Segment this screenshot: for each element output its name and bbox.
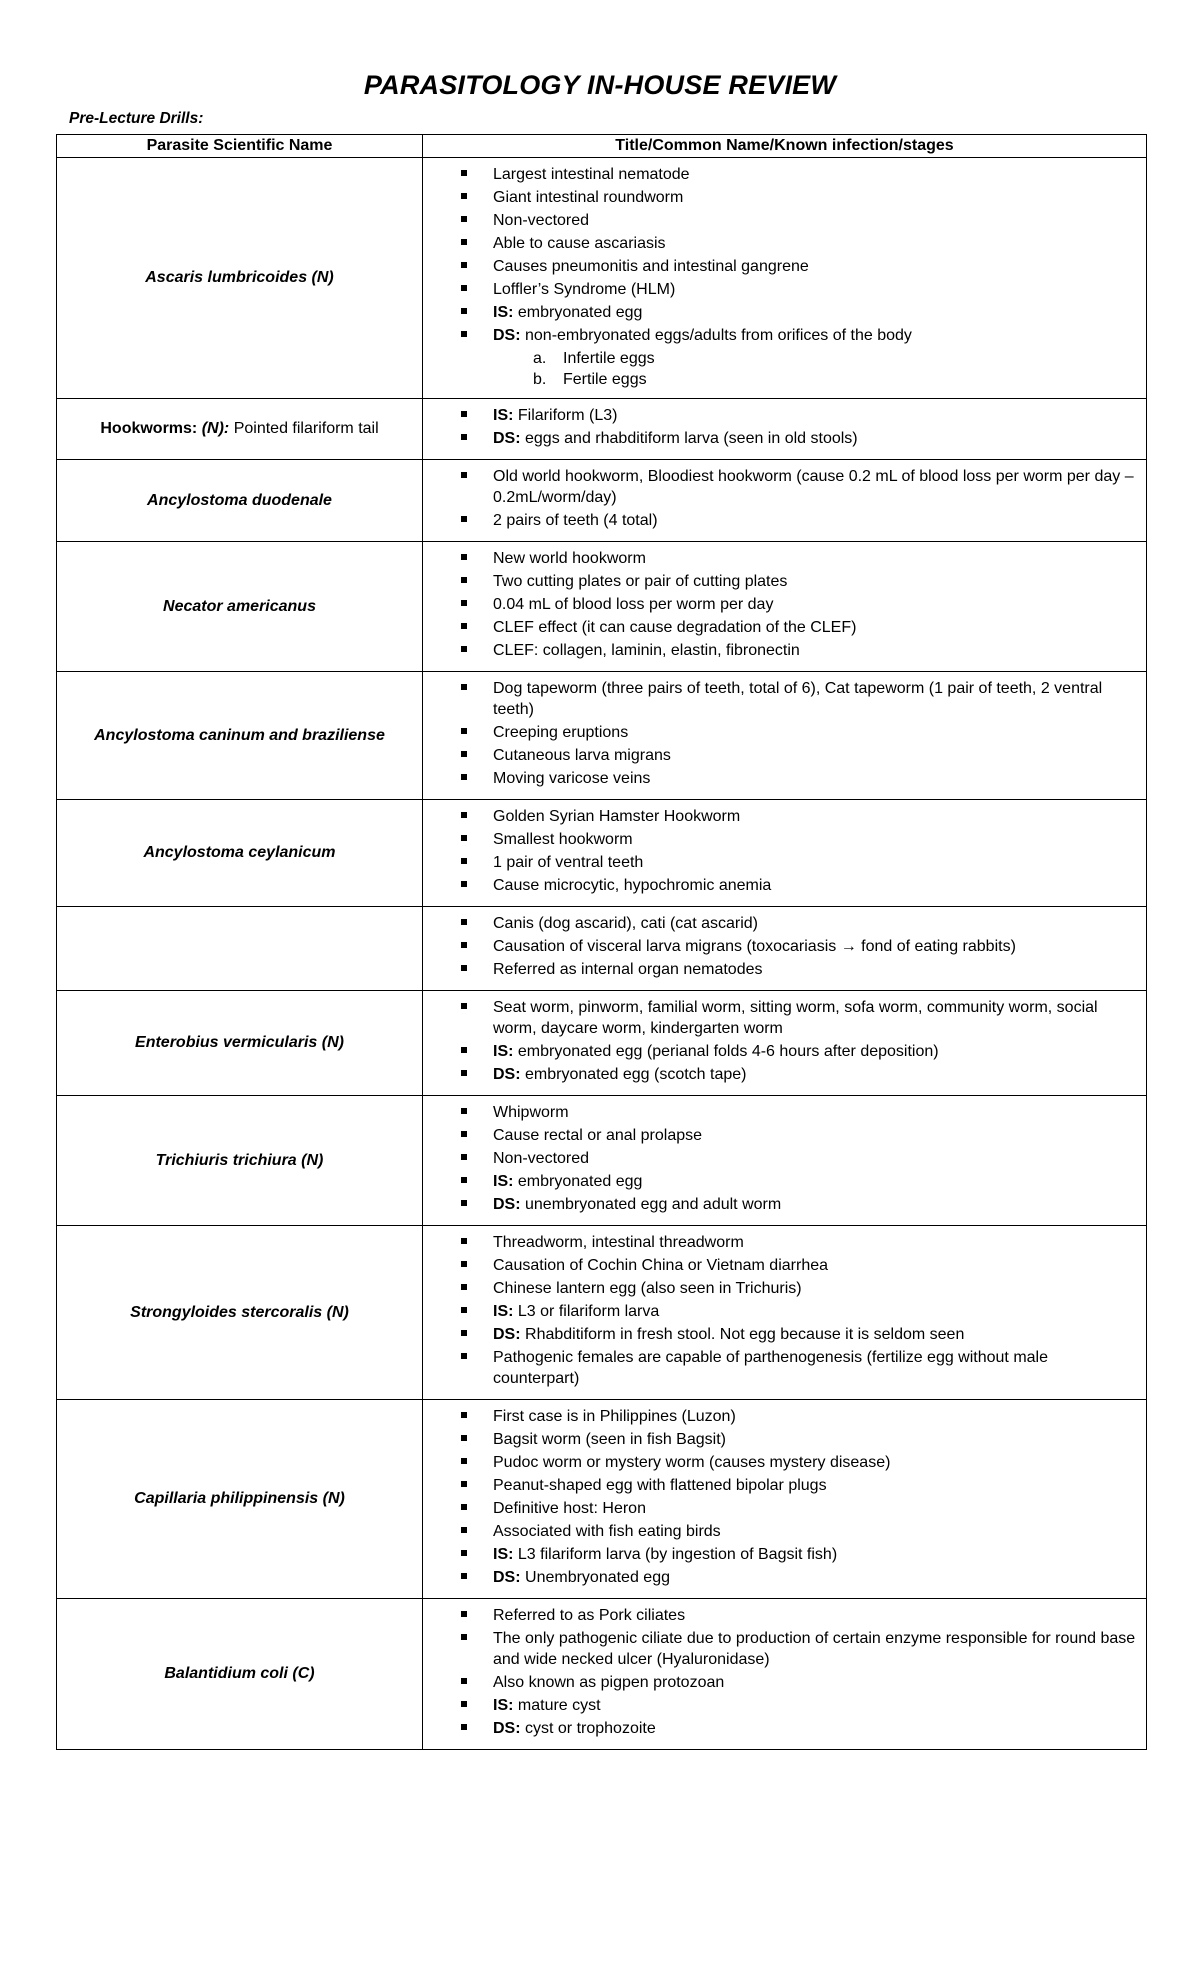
header-common-name: Title/Common Name/Known infection/stages <box>423 135 1147 158</box>
stage-label: IS: <box>493 1043 514 1060</box>
item-text: eggs and rhabditiform larva (seen in old stools) <box>520 430 858 447</box>
list-item <box>423 913 1136 934</box>
square-bullet-icon <box>461 881 467 887</box>
item-text: Pudoc worm or mystery worm (causes mystery disease) <box>493 1454 891 1471</box>
item-text: Causation of visceral larva migrans (toxocariasis → fond of eating rabbits) <box>493 938 1016 955</box>
parasite-info-cell <box>423 1096 1147 1226</box>
parasite-name-cell <box>57 1096 423 1226</box>
list-item <box>423 279 1136 300</box>
square-bullet-icon <box>461 812 467 818</box>
item-text: Loffler’s Syndrome (HLM) <box>493 281 676 298</box>
item-text: mature cyst <box>513 1697 601 1714</box>
table-row <box>57 399 1147 460</box>
parasite-info-cell <box>423 1599 1147 1750</box>
parasite-name-cell <box>57 460 423 542</box>
parasite-name-cell <box>57 399 423 460</box>
parasite-info-cell <box>423 158 1147 399</box>
list-item <box>423 1672 1136 1693</box>
sub-list-item <box>423 369 1136 390</box>
square-bullet-icon <box>461 1307 467 1313</box>
parasite-name: Capillaria philippinensis (N) <box>134 1490 345 1507</box>
item-text: Smallest hookworm <box>493 831 633 848</box>
list-item <box>423 640 1136 661</box>
table-row <box>57 1096 1147 1226</box>
parasite-name: Necator americanus <box>163 597 316 615</box>
list-item <box>423 1429 1136 1450</box>
list-item <box>423 1406 1136 1427</box>
parasite-info-cell <box>423 907 1147 991</box>
list-item <box>423 722 1136 743</box>
list-item <box>423 510 1136 531</box>
item-text: 0.04 mL of blood loss per worm per day <box>493 596 774 613</box>
stage-label: IS: <box>493 1303 514 1320</box>
list-item <box>423 1628 1136 1670</box>
item-text: Whipworm <box>493 1104 569 1121</box>
square-bullet-icon <box>461 1412 467 1418</box>
list-item <box>423 852 1136 873</box>
list-item <box>423 187 1136 208</box>
item-text: Non-vectored <box>493 1150 590 1167</box>
item-text: embryonated egg (perianal folds 4-6 hours after deposition) <box>513 1043 939 1060</box>
sub-item-label: a. <box>533 350 547 367</box>
square-bullet-icon <box>461 331 467 337</box>
square-bullet-icon <box>461 285 467 291</box>
list-item <box>423 1041 1136 1062</box>
list-item <box>423 1255 1136 1276</box>
list-item <box>423 1148 1136 1169</box>
item-text: cyst or trophozoite <box>520 1720 656 1737</box>
item-text: Unembryonated egg <box>520 1569 670 1586</box>
parasite-name-cell <box>57 907 423 991</box>
square-bullet-icon <box>461 858 467 864</box>
table-row <box>57 907 1147 991</box>
list-item <box>423 302 1136 323</box>
sub-item-label: b. <box>533 371 547 388</box>
parasite-name-cell <box>57 542 423 672</box>
square-bullet-icon <box>461 1200 467 1206</box>
list-item <box>423 875 1136 896</box>
info-list <box>423 1605 1136 1739</box>
review-table <box>56 134 1147 1750</box>
info-list <box>423 806 1136 896</box>
square-bullet-icon <box>461 623 467 629</box>
item-text: Threadworm, intestinal threadworm <box>493 1234 744 1251</box>
square-bullet-icon <box>461 1481 467 1487</box>
item-text: Two cutting plates or pair of cutting plates <box>493 573 788 590</box>
info-list <box>423 548 1136 661</box>
parasite-info-cell <box>423 800 1147 907</box>
square-bullet-icon <box>461 239 467 245</box>
stage-label: DS: <box>493 1720 521 1737</box>
list-item <box>423 829 1136 850</box>
info-list <box>423 164 1136 346</box>
parasite-name-cell <box>57 1400 423 1599</box>
list-item <box>423 1171 1136 1192</box>
square-bullet-icon <box>461 1238 467 1244</box>
table-row <box>57 800 1147 907</box>
stage-label: IS: <box>493 1697 514 1714</box>
square-bullet-icon <box>461 1047 467 1053</box>
list-item <box>423 768 1136 789</box>
parasite-name-cell <box>57 800 423 907</box>
list-item <box>423 678 1136 720</box>
item-text: Moving varicose veins <box>493 770 651 787</box>
square-bullet-icon <box>461 472 467 478</box>
item-text: Cutaneous larva migrans <box>493 747 671 764</box>
stage-label: DS: <box>493 430 521 447</box>
item-text: Also known as pigpen protozoan <box>493 1674 725 1691</box>
square-bullet-icon <box>461 1458 467 1464</box>
item-text: Referred as internal organ nematodes <box>493 961 763 978</box>
list-item <box>423 210 1136 231</box>
list-item <box>423 233 1136 254</box>
info-list <box>423 678 1136 789</box>
item-text: Golden Syrian Hamster Hookworm <box>493 808 741 825</box>
table-row <box>57 1599 1147 1750</box>
square-bullet-icon <box>461 1177 467 1183</box>
page-title: PARASITOLOGY IN-HOUSE REVIEW <box>363 70 837 100</box>
square-bullet-icon <box>461 1330 467 1336</box>
item-text: Dog tapeworm (three pairs of teeth, total of 6), Cat tapeworm (1 pair of teeth, 2 ventral teeth) <box>493 680 1103 718</box>
table-body <box>57 158 1147 1750</box>
square-bullet-icon <box>461 1108 467 1114</box>
square-bullet-icon <box>461 1678 467 1684</box>
sub-item-text: Fertile eggs <box>563 371 647 388</box>
square-bullet-icon <box>461 262 467 268</box>
parasite-name: Enterobius vermicularis (N) <box>135 1034 344 1051</box>
parasite-name-cell <box>57 1226 423 1400</box>
square-bullet-icon <box>461 216 467 222</box>
parasite-name-italic: (N): <box>201 420 230 437</box>
list-item <box>423 1521 1136 1542</box>
info-list <box>423 997 1136 1085</box>
sub-item-text: Infertile eggs <box>563 350 655 367</box>
item-text: 2 pairs of teeth (4 total) <box>493 512 658 529</box>
item-text: Causes pneumonitis and intestinal gangrene <box>493 258 809 275</box>
square-bullet-icon <box>461 1003 467 1009</box>
item-text: Canis (dog ascarid), cati (cat ascarid) <box>493 915 758 932</box>
square-bullet-icon <box>461 646 467 652</box>
square-bullet-icon <box>461 774 467 780</box>
square-bullet-icon <box>461 1070 467 1076</box>
parasite-name: Ascaris lumbricoides (N) <box>145 269 334 286</box>
parasite-name: Strongyloides stercoralis (N) <box>130 1303 349 1321</box>
square-bullet-icon <box>461 1284 467 1290</box>
parasite-name: Ancylostoma duodenale <box>147 491 332 509</box>
parasite-info-cell <box>423 399 1147 460</box>
list-item <box>423 325 1136 346</box>
info-list <box>423 405 1136 449</box>
square-bullet-icon <box>461 835 467 841</box>
table-header-row <box>57 135 1147 158</box>
list-item <box>423 1498 1136 1519</box>
square-bullet-icon <box>461 1154 467 1160</box>
parasite-name-note: Pointed filariform tail <box>229 420 379 437</box>
table-row <box>57 1400 1147 1599</box>
square-bullet-icon <box>461 434 467 440</box>
item-text: Peanut-shaped egg with flattened bipolar plugs <box>493 1477 827 1494</box>
list-item <box>423 997 1136 1039</box>
list-item <box>423 1232 1136 1253</box>
square-bullet-icon <box>461 193 467 199</box>
item-text: Referred to as Pork ciliates <box>493 1607 686 1624</box>
list-item <box>423 1324 1136 1345</box>
sub-list <box>423 348 1136 390</box>
parasite-name-cell <box>57 1599 423 1750</box>
list-item <box>423 806 1136 827</box>
square-bullet-icon <box>461 1261 467 1267</box>
list-item <box>423 1064 1136 1085</box>
stage-label: DS: <box>493 327 521 344</box>
info-list <box>423 1232 1136 1389</box>
item-text: Giant intestinal roundworm <box>493 189 684 206</box>
item-text: unembryonated egg and adult worm <box>520 1196 782 1213</box>
item-text: Seat worm, pinworm, familial worm, sitting worm, sofa worm, community worm, social worm, daycare worm, kindergarten worm <box>493 999 1098 1037</box>
item-text: Able to cause ascariasis <box>493 235 666 252</box>
item-text: The only pathogenic ciliate due to production of certain enzyme responsible for round base and wide necked ulcer (Hyaluronidase) <box>493 1630 1136 1668</box>
header-scientific-name: Parasite Scientific Name <box>57 135 423 158</box>
square-bullet-icon <box>461 728 467 734</box>
parasite-name: Ancylostoma ceylanicum <box>143 844 336 861</box>
item-text: non-embryonated eggs/adults from orifices of the body <box>520 327 912 344</box>
list-item <box>423 936 1136 957</box>
parasite-info-cell <box>423 542 1147 672</box>
item-text: Non-vectored <box>493 212 590 229</box>
square-bullet-icon <box>461 1701 467 1707</box>
item-text: Filariform (L3) <box>513 407 618 424</box>
stage-label: DS: <box>493 1326 521 1343</box>
item-text: Pathogenic females are capable of parthenogenesis (fertilize egg without male counterpart) <box>493 1349 1048 1387</box>
stage-label: IS: <box>493 1173 514 1190</box>
stage-label: IS: <box>493 407 514 424</box>
item-text: Old world hookworm, Bloodiest hookworm (cause 0.2 mL of blood loss per worm per day – 0.2mL/worm/day) <box>493 468 1134 506</box>
list-item <box>423 256 1136 277</box>
square-bullet-icon <box>461 684 467 690</box>
list-item <box>423 571 1136 592</box>
stage-label: DS: <box>493 1196 521 1213</box>
list-item <box>423 1452 1136 1473</box>
stage-label: DS: <box>493 1569 521 1586</box>
table-row <box>57 158 1147 399</box>
item-text: 1 pair of ventral teeth <box>493 854 644 871</box>
list-item <box>423 745 1136 766</box>
item-text: First case is in Philippines (Luzon) <box>493 1408 736 1425</box>
table-row <box>57 1226 1147 1400</box>
list-item <box>423 1718 1136 1739</box>
list-item <box>423 1544 1136 1565</box>
square-bullet-icon <box>461 919 467 925</box>
item-text: embryonated egg (scotch tape) <box>520 1066 747 1083</box>
list-item <box>423 1125 1136 1146</box>
square-bullet-icon <box>461 411 467 417</box>
list-item <box>423 617 1136 638</box>
parasite-name-cell <box>57 991 423 1096</box>
parasite-name: Trichiuris trichiura (N) <box>155 1151 324 1169</box>
stage-label: DS: <box>493 1066 521 1083</box>
table-row <box>57 460 1147 542</box>
list-item <box>423 405 1136 426</box>
parasite-info-cell <box>423 1400 1147 1599</box>
square-bullet-icon <box>461 308 467 314</box>
square-bullet-icon <box>461 942 467 948</box>
table-row <box>57 672 1147 800</box>
item-text: Cause microcytic, hypochromic anemia <box>493 877 772 894</box>
square-bullet-icon <box>461 1527 467 1533</box>
item-text: CLEF: collagen, laminin, elastin, fibronectin <box>493 642 800 659</box>
square-bullet-icon <box>461 1724 467 1730</box>
table-row <box>57 542 1147 672</box>
item-text: New world hookworm <box>493 550 646 567</box>
square-bullet-icon <box>461 751 467 757</box>
square-bullet-icon <box>461 170 467 176</box>
item-text: Rhabditiform in fresh stool. Not egg because it is seldom seen <box>520 1326 965 1343</box>
list-item <box>423 1695 1136 1716</box>
item-text: L3 or filariform larva <box>513 1303 660 1320</box>
info-list <box>423 1406 1136 1588</box>
square-bullet-icon <box>461 965 467 971</box>
list-item <box>423 428 1136 449</box>
square-bullet-icon <box>461 1504 467 1510</box>
list-item <box>423 1567 1136 1588</box>
square-bullet-icon <box>461 1611 467 1617</box>
section-subtitle: Pre-Lecture Drills: <box>69 110 204 127</box>
list-item <box>423 594 1136 615</box>
info-list <box>423 466 1136 531</box>
square-bullet-icon <box>461 1131 467 1137</box>
list-item <box>423 1347 1136 1389</box>
list-item <box>423 1605 1136 1626</box>
item-text: Creeping eruptions <box>493 724 629 741</box>
stage-label: IS: <box>493 304 514 321</box>
list-item <box>423 959 1136 980</box>
item-text: embryonated egg <box>513 1173 643 1190</box>
item-text: CLEF effect (it can cause degradation of the CLEF) <box>493 619 857 636</box>
item-text: Associated with fish eating birds <box>493 1523 721 1540</box>
parasite-name: Ancylostoma caninum and braziliense <box>94 726 385 744</box>
item-text: Chinese lantern egg (also seen in Trichuris) <box>493 1280 802 1297</box>
parasite-info-cell <box>423 672 1147 800</box>
parasite-name-cell <box>57 672 423 800</box>
item-text: Causation of Cochin China or Vietnam diarrhea <box>493 1257 829 1274</box>
list-item <box>423 1194 1136 1215</box>
list-item <box>423 164 1136 185</box>
list-item <box>423 1301 1136 1322</box>
parasite-info-cell <box>423 460 1147 542</box>
item-text: Definitive host: Heron <box>493 1500 646 1517</box>
square-bullet-icon <box>461 516 467 522</box>
list-item <box>423 548 1136 569</box>
item-text: embryonated egg <box>513 304 643 321</box>
item-text: L3 filariform larva (by ingestion of Bagsit fish) <box>513 1546 838 1563</box>
list-item <box>423 1102 1136 1123</box>
square-bullet-icon <box>461 1550 467 1556</box>
item-text: Largest intestinal nematode <box>493 166 690 183</box>
parasite-name-bold: Hookworms: <box>100 420 202 437</box>
square-bullet-icon <box>461 1435 467 1441</box>
square-bullet-icon <box>461 600 467 606</box>
item-text: Bagsit worm (seen in fish Bagsit) <box>493 1431 726 1448</box>
item-text: Cause rectal or anal prolapse <box>493 1127 703 1144</box>
list-item <box>423 1475 1136 1496</box>
square-bullet-icon <box>461 1573 467 1579</box>
sub-list-item <box>423 348 1136 369</box>
list-item <box>423 1278 1136 1299</box>
info-list <box>423 1102 1136 1215</box>
parasite-info-cell <box>423 1226 1147 1400</box>
square-bullet-icon <box>461 1634 467 1640</box>
table-row <box>57 991 1147 1096</box>
square-bullet-icon <box>461 577 467 583</box>
square-bullet-icon <box>461 1353 467 1359</box>
parasite-name-cell <box>57 158 423 399</box>
parasite-info-cell <box>423 991 1147 1096</box>
parasite-name: Balantidium coli (C) <box>164 1665 315 1682</box>
stage-label: IS: <box>493 1546 514 1563</box>
square-bullet-icon <box>461 554 467 560</box>
list-item <box>423 466 1136 508</box>
info-list <box>423 913 1136 980</box>
